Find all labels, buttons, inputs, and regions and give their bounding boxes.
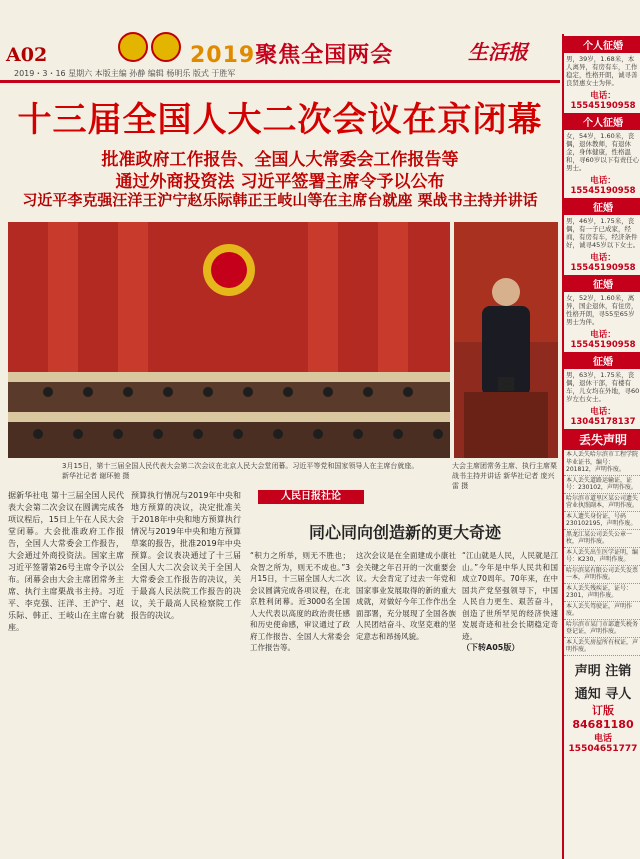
- subheadline-3: 习近平李克强汪洋王沪宁赵乐际韩正王岐山等在主席台就座 栗战书主持并讲话: [22, 191, 538, 209]
- lost-notice: 本人丢失驾驶证，声明作废。: [564, 602, 640, 620]
- speaker-photo: [454, 222, 558, 458]
- caption-credit-1: 新华社记者 谢环驰 摄: [62, 472, 130, 480]
- newspaper-logo: 生活报: [468, 40, 528, 64]
- ad-text: 男，46岁，1.75米，丧偶，有一子已成家，经商，有房有车，经济条件好，诚寻45岁以下女士。: [566, 217, 640, 249]
- editorial-column-2: 这次会议是在全面建成小康社会关键之年召开的一次重要会议。大会肯定了过去一年党和国家事业发展取得的新的重大成就，对做好今年工作作出全面部署，充分展现了全国各族人民团结奋斗、攻坚克难的坚定意志和昂扬风貌。: [356, 551, 456, 641]
- lost-notice: 本人丢失房屋所有权证，声明作废。: [564, 638, 640, 656]
- ad-phone: 电话：15545190958: [570, 91, 636, 111]
- classified-phone-2: 电话 15504651777: [568, 733, 638, 754]
- caption-text-1: 3月15日，第十三届全国人民代表大会第二次会议在北京人民大会堂闭幕。习近平等党和国家领导人在主席台就座。: [62, 462, 419, 470]
- dateline: 2019・3・16 星期六 本版主编 孙静 编辑 杨明乐 版式 于胜军: [14, 69, 236, 78]
- article-column-2: 预算执行情况与2019年中央和地方预算的决议，决定批准关于2018年中央和地方预算执行情况与2019年中央和地方预算草案的报告，批准2019年中央预算。会议表决通过了十三届全国人大二次会议关于全国人大常委会工作报告的决议，关于最高人民法院工作报告的决议，关于最高人民检察院工作报告的决议。: [131, 491, 241, 620]
- main-headline: 十三届全国人大二次会议在京闭幕: [17, 100, 543, 140]
- emblems: [118, 32, 184, 64]
- speaker-illustration: [454, 222, 558, 458]
- cppcc-emblem-icon: [151, 32, 181, 62]
- page-number: A02: [6, 44, 48, 66]
- photo-caption-2: 大会主席团常务主席、执行主席栗战书主持并讲话 新华社记者 庞兴雷 摄: [452, 462, 557, 490]
- ad-title: 征婚: [564, 352, 640, 369]
- banner-text: 聚焦全国两会: [255, 43, 394, 68]
- subheadline-2: 通过外商投资法 习近平签署主席令予以公布: [115, 172, 445, 192]
- editorial-label: 人民日报社论: [258, 490, 364, 504]
- continued-note: （下转A05版）: [462, 643, 520, 652]
- ad-title: 个人征婚: [564, 36, 640, 53]
- classifieds-sidebar: [562, 34, 640, 859]
- article-column-1: 据新华社电 第十三届全国人民代表大会第二次会议在圆满完成各项议程后，15日上午在人民大会堂闭幕。大会批准政府工作报告，全国人大常委会工作报告，大会通过外商投资法。国家主席习近平签署第26号主席令予以公布。闭幕会由大会主席团常务主席、执行主席栗战书主持。习近平、李克强、汪洋、王沪宁、赵乐际、韩正、王岐山在主席台就座。: [8, 491, 124, 632]
- ad-phone: 电话：15545190958: [570, 253, 636, 273]
- lost-notice: 哈尔滨市某门市部遗失税务登记证，声明作废。: [564, 620, 640, 638]
- ad-title: 征婚: [564, 198, 640, 215]
- ad-phone: 电话：13045178137: [570, 407, 636, 427]
- header-rule: [0, 80, 560, 83]
- personal-ad-4: [564, 275, 640, 350]
- lost-notice: 黑龙江某公司丢失公章一枚，声明作废。: [564, 530, 640, 548]
- lost-notice: 本人遗失身份证，号码230102195，声明作废。: [564, 512, 640, 530]
- hall-illustration: [8, 222, 450, 458]
- ad-phone: 电话：15545190958: [570, 330, 636, 350]
- ad-title: 个人征婚: [564, 113, 640, 130]
- editorial-title: 同心同向创造新的更大奇迹: [308, 523, 501, 542]
- editorial-column-3: [462, 550, 558, 654]
- lost-notice: 本人丢失道路运输证，证号：230102，声明作废。: [564, 476, 640, 494]
- editorial-column-1: “积力之所举，则无不胜也；众智之所为，则无不成也。”3月15日，十三届全国人大二次会议圆满完成各项议程，在北京胜利闭幕。近3000名全国人大代表以高度的政治责任感和历史使命感，审议通过了政府工作报告、全国人大常委会工作报告等。: [250, 551, 350, 652]
- photo-caption-1: [62, 461, 422, 481]
- ad-phone: 电话：15545190958: [570, 176, 636, 196]
- ad-text: 男，63岁，1.75米，丧偶，退休干部，有楼有车，儿女均在外地，寻60岁左右女士。: [566, 371, 640, 403]
- lost-notice: 本人丢失残疾证，证号：2301，声明作废。: [564, 584, 640, 602]
- section-banner: [190, 38, 393, 69]
- banner-year: 2019: [190, 43, 256, 68]
- personal-ad-5: [564, 352, 640, 427]
- classified-footer-2: 通知 寻人: [574, 686, 632, 702]
- lost-notice-heading: 丢失声明: [564, 429, 640, 450]
- lost-notice: 哈尔滨某有限公司丢失发票一本，声明作废。: [564, 566, 640, 584]
- lost-notice-list: [564, 450, 640, 656]
- classified-footer-1: 声明 注销: [574, 663, 632, 679]
- personal-ad-2: [564, 113, 640, 196]
- lost-notice: 本人丢失出生医学证明，编号：K230，声明作废。: [564, 548, 640, 566]
- editorial-column-3-text: “江山就是人民，人民就是江山。”今年是中华人民共和国成立70周年。70年来，在中国共产党坚强领导下，中国人民自力更生、艰苦奋斗，创造了世所罕见的经济快速发展奇迹和社会长期稳定奇迹。: [462, 551, 558, 641]
- closing-session-photo: [8, 222, 450, 458]
- ad-text: 女，52岁，1.60米，离异，国企退休，有住房，性格开朗，寻55至65岁男士为伴。: [566, 294, 638, 326]
- personal-ad-1: [564, 36, 640, 111]
- classified-phone-1: 订版 84681180: [572, 703, 634, 731]
- lost-notice: 本人丢失哈尔滨市工程学院毕业证书，编号：201812，声明作废。: [564, 450, 640, 476]
- personal-ad-3: [564, 198, 640, 273]
- subheadline-1: 批准政府工作报告、全国人大常委会工作报告等: [101, 150, 459, 170]
- ad-title: 征婚: [564, 275, 640, 292]
- ad-text: 男，39岁，1.68米，本人离异，有房有车，工作稳定，性格开朗，诚寻善良贤惠女士为伴。: [566, 55, 638, 87]
- national-emblem-icon: [118, 32, 148, 62]
- lost-notice: 哈尔滨市道里区某公司遗失营业执照副本，声明作废。: [564, 494, 640, 512]
- ad-text: 女，54岁，1.60米，丧偶，退休教师，有退休金，身体健康，性格温和，寻60岁以下有责任心男士。: [566, 132, 640, 172]
